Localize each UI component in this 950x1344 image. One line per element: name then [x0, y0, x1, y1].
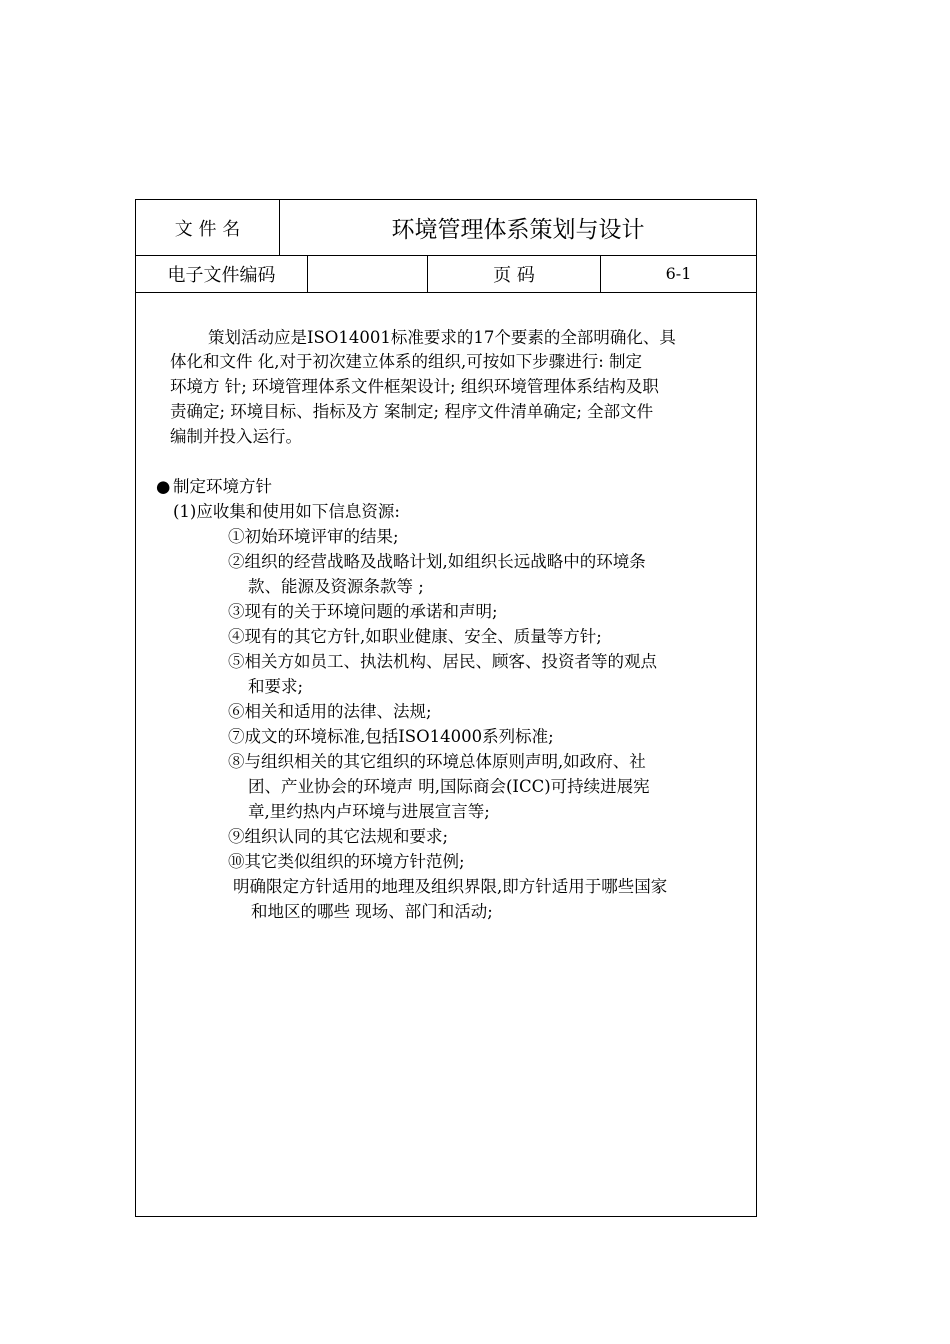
header-row-title — [136, 200, 756, 256]
list-item: ③现有的关于环境问题的承诺和声明; — [228, 602, 498, 621]
list-item: 款、能源及资源条款等 ; — [248, 577, 424, 596]
list-item: 团、产业协会的环境声 明,国际商会(ICC)可持续进展宪 — [248, 777, 650, 796]
list-item: ⑥相关和适用的法律、法规; — [228, 702, 432, 721]
section-heading: 制定环境方针 — [173, 477, 272, 496]
document-title: 环境管理体系策划与设计 — [391, 217, 645, 243]
bullet-icon: ● — [156, 477, 171, 496]
intro-line: 体化和文件 化,对于初次建立体系的组织,可按如下步骤进行: 制定 — [170, 352, 643, 371]
intro-line: 编制并投入运行。 — [170, 427, 302, 446]
header-row-code — [136, 255, 756, 293]
list-item: ⑤相关方如员工、执法机构、居民、顾客、投资者等的观点 — [228, 652, 657, 671]
intro-line: 环境方 针; 环境管理体系文件框架设计; 组织环境管理体系结构及职 — [170, 377, 659, 396]
list-item: ②组织的经营战略及战略计划,如组织长远战略中的环境条 — [228, 552, 646, 571]
code-value — [308, 255, 428, 292]
list-item: ⑦成文的环境标准,包括ISO14000系列标准; — [228, 727, 554, 746]
list-item: 和要求; — [248, 677, 304, 696]
closing-line: 和地区的哪些 现场、部门和活动; — [251, 902, 493, 921]
file-name-label: 文 件 名 — [136, 200, 280, 255]
list-item: ④现有的其它方针,如职业健康、安全、质量等方针; — [228, 627, 602, 646]
code-label: 电子文件编码 — [136, 255, 308, 292]
page-label: 页 码 — [428, 255, 601, 292]
intro-line: 策划活动应是ISO14001标准要求的17个要素的全部明确化、具 — [208, 328, 676, 347]
list-item: ⑩其它类似组织的环境方针范例; — [228, 852, 465, 871]
list-item: ⑨组织认同的其它法规和要求; — [228, 827, 449, 846]
section-subheading: (1)应收集和使用如下信息资源: — [173, 502, 400, 521]
list-item: ①初始环境评审的结果; — [228, 527, 399, 546]
list-item: ⑧与组织相关的其它组织的环境总体原则声明,如政府、社 — [228, 752, 646, 771]
page-value: 6-1 — [665, 264, 692, 283]
list-item: 章,里约热内卢环境与进展宣言等; — [248, 802, 490, 821]
intro-line: 责确定; 环境目标、指标及方 案制定; 程序文件清单确定; 全部文件 — [170, 402, 654, 421]
document-frame — [135, 199, 757, 1217]
closing-line: 明确限定方针适用的地理及组织界限,即方针适用于哪些国家 — [233, 877, 668, 896]
document-body — [136, 292, 756, 1216]
